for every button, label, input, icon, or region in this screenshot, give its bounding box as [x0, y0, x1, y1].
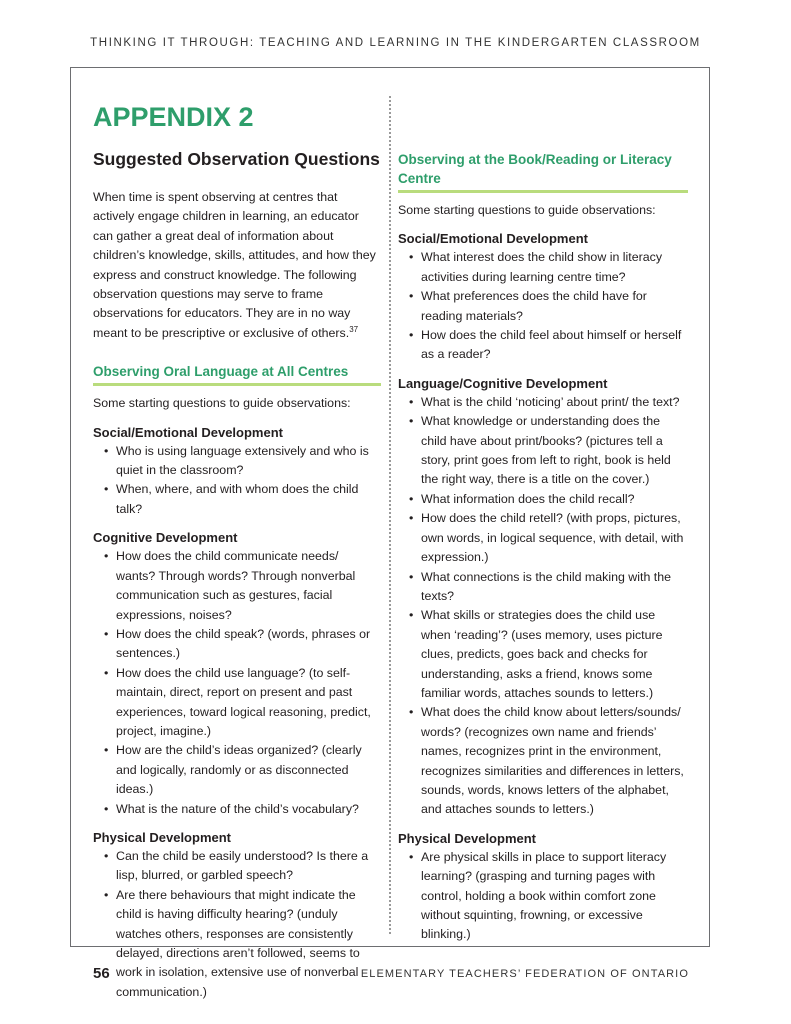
- list-item: • What information does the child recall?: [421, 490, 688, 509]
- oral-cognitive-list: [93, 547, 381, 819]
- section-title: Suggested Observation Questions: [93, 149, 380, 169]
- left-column: [93, 100, 381, 1002]
- appendix-title: APPENDIX 2: [93, 102, 254, 132]
- oral-social-heading: Social/Emotional Development: [93, 424, 283, 440]
- list-item: • Who is using language extensively and who is quiet in the classroom?: [116, 442, 381, 481]
- literacy-physical-list: [398, 848, 688, 945]
- list-item: • How does the child communicate needs/ wants? Through words? Through nonverbal communication such as gestures, facial expressions, noises?: [116, 547, 381, 625]
- literacy-language-heading: Language/Cognitive Development: [398, 375, 608, 391]
- list-item: • What preferences does the child have for reading materials?: [421, 287, 688, 326]
- literacy-language-list: [398, 393, 688, 820]
- footnote-ref: 37: [349, 324, 359, 334]
- oral-social-list: [93, 442, 381, 520]
- list-item: • What knowledge or understanding does the child have about print/books? (pictures tell a story, print goes from left to right, book is held the right way, there is a title on the cover.): [421, 412, 688, 490]
- literacy-centre-heading: Observing at the Book/Reading or Literacy Centre: [398, 150, 688, 193]
- list-item: • How does the child use language? (to self-maintain, direct, report on present and past experiences, toward logical reasoning, predict, project, imagine.): [116, 664, 381, 742]
- oral-physical-list: [93, 847, 381, 1002]
- literacy-lead: Some starting questions to guide observations:: [398, 203, 656, 217]
- list-item: • What is the child ‘noticing’ about print/ the text?: [421, 393, 688, 412]
- list-item: • How does the child feel about himself or herself as a reader?: [421, 326, 688, 365]
- list-item: • What interest does the child show in literacy activities during learning centre time?: [421, 248, 688, 287]
- column-divider: [389, 96, 391, 934]
- running-head: THINKING IT THROUGH: TEACHING AND LEARNING IN THE KINDERGARTEN CLASSROOM: [90, 37, 701, 49]
- oral-physical-heading: Physical Development: [93, 829, 231, 845]
- list-item: • How does the child speak? (words, phrases or sentences.): [116, 625, 381, 664]
- page-number: 56: [93, 965, 110, 982]
- footer-organization: ELEMENTARY TEACHERS’ FEDERATION OF ONTARIO: [360, 968, 689, 980]
- list-item: • Can the child be easily understood? Is there a lisp, blurred, or garbled speech?: [116, 847, 381, 886]
- list-item: • When, where, and with whom does the child talk?: [116, 480, 381, 519]
- list-item: • How does the child retell? (with props, pictures, own words, in logical sequence, with detail, with expression.): [421, 509, 688, 567]
- literacy-social-list: [398, 248, 688, 364]
- oral-lead: Some starting questions to guide observations:: [93, 396, 351, 411]
- right-column: [398, 150, 688, 945]
- literacy-physical-heading: Physical Development: [398, 830, 536, 846]
- list-item: • Are there behaviours that might indicate the child is having difficulty hearing? (unduly watches others, responses are consistently delayed, directions aren’t followed, seems to work in isolation, extensive use of nonverbal communication.): [116, 886, 381, 1002]
- literacy-social-heading: Social/Emotional Development: [398, 231, 588, 247]
- intro-text: When time is spent observing at centres that actively engage children in learning, an educator can gather a great deal of information about children’s knowledge, skills, attitudes, and how they express and construct knowledge. The following observation questions may serve to frame observations for educators. They are in no way meant to be prescriptive or exclusive of others.: [93, 190, 376, 340]
- list-item: • What does the child know about letters/sounds/ words? (recognizes own name and friends’ names, recognizes print in the environment, recognizes similarities and differences in letters, sounds, words, knows letters of the alphabet, and attaches sounds to letters.): [421, 703, 688, 819]
- list-item: • What skills or strategies does the child use when ‘reading’? (uses memory, uses picture clues, predicts, goes back and checks for understanding, asks a friend, knows some familiar words, attaches sounds to letters.): [421, 606, 688, 703]
- list-item: • How are the child’s ideas organized? (clearly and logically, randomly or as disconnected ideas.): [116, 741, 381, 799]
- intro-paragraph: [93, 188, 381, 343]
- oral-cognitive-heading: Cognitive Development: [93, 530, 238, 546]
- list-item: • What is the nature of the child’s vocabulary?: [116, 800, 381, 819]
- list-item: • What connections is the child making with the texts?: [421, 568, 688, 607]
- list-item: • Are physical skills in place to support literacy learning? (grasping and turning pages with control, holding a book within comfort zone without squinting, frowning, or excessive blinking.): [421, 848, 688, 945]
- oral-language-heading: Observing Oral Language at All Centres: [93, 362, 381, 386]
